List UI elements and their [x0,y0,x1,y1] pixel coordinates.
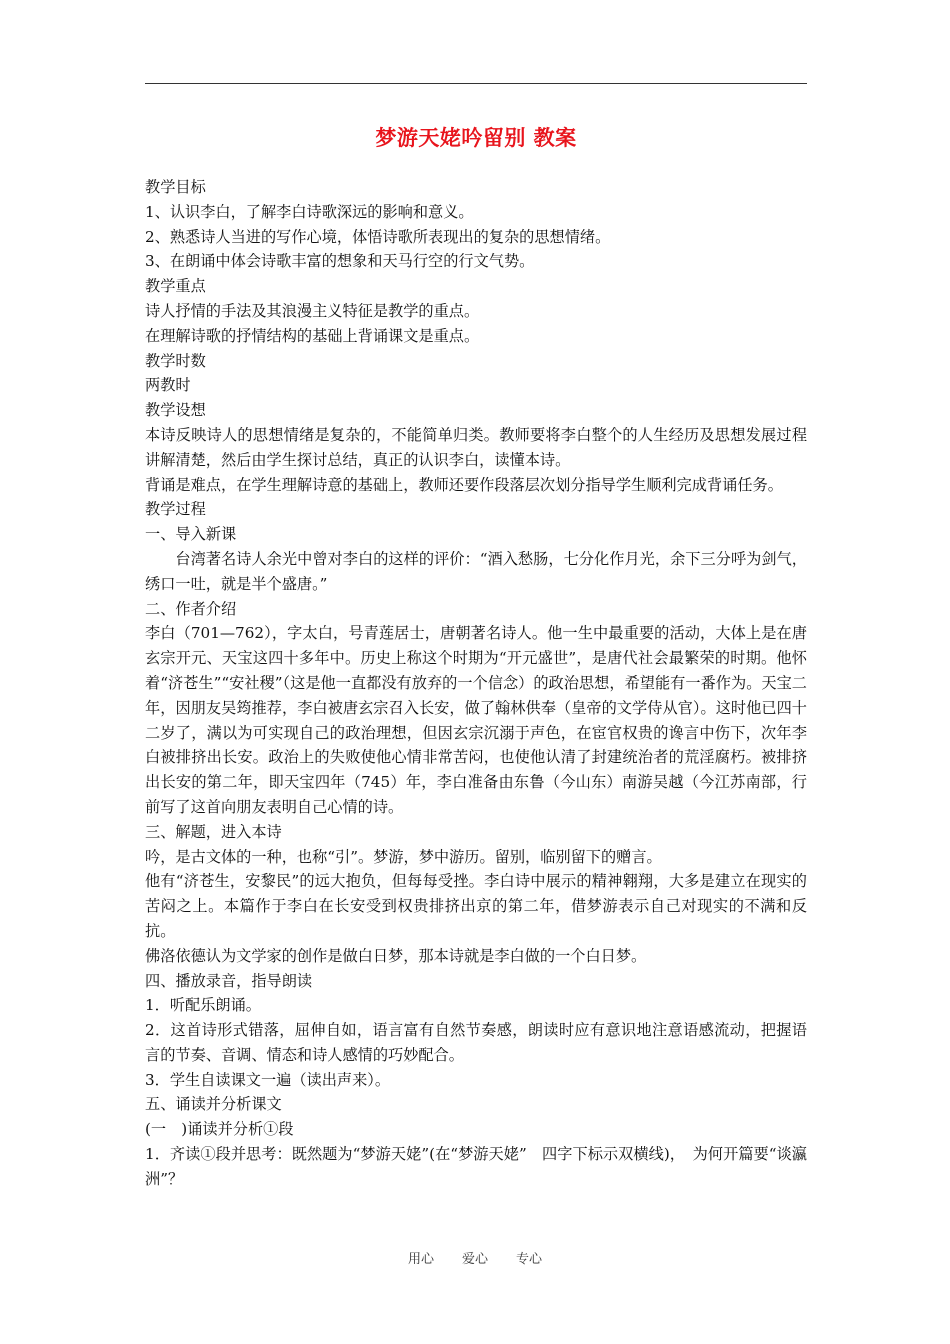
paragraph: 背诵是难点，在学生理解诗意的基础上，教师还要作段落层次划分指导学生顺利完成背诵任务。 [145,475,783,494]
paragraph: 1．听配乐朗诵。 [145,996,261,1015]
document-title: 梦游天姥吟留别 教案 [375,125,577,150]
paragraph: 本诗反映诗人的思想情绪是复杂的，不能简单归类。教师要将李白整个的人生经历及思想发展过程讲解清楚，然后由学生探讨总结，真正的认识李白，读懂本诗。 [145,425,807,469]
footer-text: 用心 [407,1252,434,1267]
paragraph: 2、熟悉诗人当进的写作心境，体悟诗歌所表现出的复杂的思想情绪。 [145,227,611,246]
paragraph: 他有“济苍生，安黎民”的远大抱负，但每每受挫。李白诗中展示的精神翱翔，大多是建立在现实的苦闷之上。本篇作于李白在长安受到权贵排挤出京的第二年，借梦游表示自己对现实的不满和反抗。 [145,872,807,940]
paragraph: 佛洛依德认为文学家的创作是做白日梦，那本诗就是李白做的一个白日梦。 [145,946,647,965]
paragraph: 四、播放录音，指导朗读 [145,971,313,990]
paragraph: (一 )诵读并分析①段 [145,1120,294,1139]
paragraph: 2．这首诗形式错落，屈伸自如，语言富有自然节奏感，朗读时应有意识地注意语感流动，把握语言的节奏、音调、情态和诗人感情的巧妙配合。 [145,1021,807,1064]
paragraph: 李白（701—762），字太白，号青莲居士，唐朝著名诗人。他一生中最重要的活动，大体上是在唐玄宗开元、天宝这四十多年中。历史上称这个时期为“开元盛世”，是唐代社会最繁荣的时期。他怀着“济苍生”“安社稷”（这是他一直都没有放弃的一个信念）的政治思想，希望能有一番作为。天宝二年，因朋友吴筠推荐，李白被唐玄宗召入长安，做了翰林供奉（皇帝的文学侍从官）。这时他已四十二岁了，满以为可实现自己的政治理想，但因玄宗沉溺于声色，在宦官权贵的谗言中伤下，次年李白被排挤出长安。政治上的失败使他心情非常苦闷，也使他认清了封建统治者的荒淫腐朽。被排挤出长安的第二年，即天宝四年（745）年，李白准备由东鲁（今山东）南游吴越（今江苏南部，行前写了这首向朋友表明自己心情的诗。 [145,624,807,816]
footer-text: 爱心 [461,1252,488,1267]
paragraph: 3．学生自读课文一遍（读出声来）。 [145,1070,391,1089]
paragraph: 教学重点 [145,277,206,296]
paragraph: 教学过程 [145,500,206,519]
paragraph: 两教时 [145,376,191,395]
paragraph: 1．齐读①段并思考：既然题为“梦游天姥”(在“梦游天姥” 四字下标示双横线)， 为何开篇要“谈瀛洲”？ [145,1145,807,1188]
paragraph: 吟，是古文体的一种，也称“引”。梦游，梦中游历。留别，临别留下的赠言。 [145,847,662,866]
header-rule [145,83,807,84]
page-footer [0,1248,950,1267]
paragraph: 三、解题，进入本诗 [145,822,282,841]
paragraph: 一、导入新课 [145,525,237,544]
paragraph: 教学时数 [145,351,206,370]
paragraph: 教学目标 [145,178,206,196]
paragraph: 3、在朗诵中体会诗歌丰富的想象和天马行空的行文气势。 [145,252,535,271]
paragraph: 诗人抒情的手法及其浪漫主义特征是教学的重点。 [145,301,480,320]
document-body [145,175,807,1192]
footer-text: 专心 [516,1252,543,1267]
paragraph: 教学设想 [145,401,206,420]
paragraph: 二、作者介绍 [145,599,237,618]
paragraph: 五、诵读并分析课文 [145,1095,282,1114]
paragraph: 在理解诗歌的抒情结构的基础上背诵课文是重点。 [145,326,480,345]
paragraph: 台湾著名诗人余光中曾对李白的这样的评价：“酒入愁肠，七分化作月光，余下三分呼为剑气，绣口一吐，就是半个盛唐。” [145,549,807,593]
paragraph: 1、认识李白，了解李白诗歌深远的影响和意义。 [145,202,474,221]
